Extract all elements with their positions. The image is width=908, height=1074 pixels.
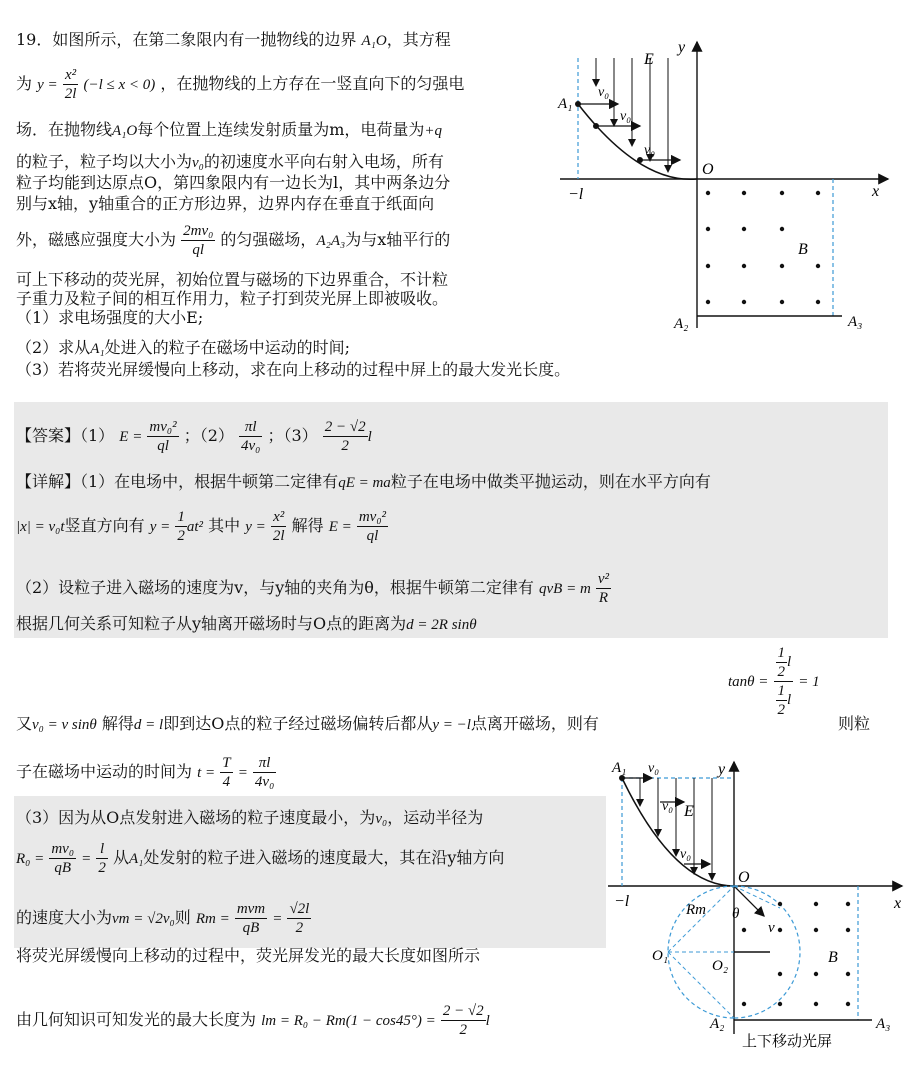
question-line-8: 可上下移动的荧光屏，初始位置与磁场的下边界重合，不计粒 xyxy=(16,270,449,289)
fig1-label-b: B xyxy=(798,241,808,258)
fig2-label-o1: O₁ xyxy=(652,948,669,964)
fig1-label-v0c: v₀ xyxy=(644,143,656,158)
question-line-4: 的粒子，粒子均以大小为v₀的初速度水平向右射入电场，所有 xyxy=(16,152,444,171)
detail-line-10: 将荧光屏缓慢向上移动的过程中，荧光屏发光的最大长度如图所示 xyxy=(16,946,481,965)
t-fraction-1: $\frac{T}{4}$ xyxy=(222,755,231,790)
half-fraction: $\frac{1}{2}$ xyxy=(177,509,185,544)
fig1-label-o: O xyxy=(702,161,714,178)
detail-line-5: 又v₀ = v sinθ 解得d = l即到达O点的粒子经过磁场偏转后都从y = −l点离开磁场，则有 xyxy=(16,714,599,733)
question-line-9: 子重力及粒子间的相互作用力，粒子打到荧光屏上即被吸收。 xyxy=(16,289,449,308)
answer-2-fraction: $\frac{\pi l}{\text{4v₀}}$ xyxy=(241,419,261,454)
answer-line: 【答案】（1） E = $\frac{\text{mv₀²}}{ql}$ ；（2） $\frac{\pi l}{\text{4v₀}}$ ；（3） $\frac{2 - √2}{2}$ l xyxy=(16,419,372,454)
fig2-label-minus-l: −l xyxy=(614,893,630,910)
detail-line-11: 由几何知识可知发光的最大长度为 lm = R₀ − Rm(1 − cos45°) = $\frac{2 - √2}{2}$ l xyxy=(16,1003,490,1038)
question-line-7: 外，磁感应强度大小为 $\frac{\text{2mv₀}}{ql}$ 的匀强磁场，A₂A₃为与x轴平行的 xyxy=(16,223,451,258)
detail-line-4: 根据几何关系可知粒子从y轴离开磁场时与O点的距离为d = 2R sinθ xyxy=(16,614,477,633)
fig1-label-x: x xyxy=(872,183,880,200)
fig1-label-e: E xyxy=(644,51,654,68)
question-part-1: （1）求电场强度的大小E; xyxy=(16,308,204,327)
t-fraction-2: $\frac{\pi l}{\text{4v₀}}$ xyxy=(254,755,275,790)
parabola-fraction-2: $\frac{\text{x²}}{2l}$ xyxy=(272,509,285,544)
answer-1-fraction: $\frac{\text{mv₀²}}{ql}$ xyxy=(149,419,177,454)
fig1-label-a1: A₁ xyxy=(558,96,573,112)
question-line-2: 为 y = $\frac{\text{x²}}{2l}$ (−l ≤ x < 0) ，在抛物线的上方存在一竖直向下的匀强电 xyxy=(16,67,465,102)
fig1-label-v0b: v₀ xyxy=(620,109,632,124)
question-part-2: （2）求从A₁处进入的粒子在磁场中运动的时间; xyxy=(16,338,350,357)
tan-theta-equation: tanθ = $\frac{1}{2}$ l $\frac{1}{2}$ l = 1 xyxy=(728,645,820,718)
fig2-label-v0b: v₀ xyxy=(662,799,674,814)
detail-line-7: （3）因为从O点发射进入磁场的粒子速度最小，为v₀，运动半径为 xyxy=(16,808,484,827)
tan-fraction: $\frac{1}{2}$ l $\frac{1}{2}$ l xyxy=(774,644,794,719)
detail-line-2: |x| = v₀t竖直方向有 y = $\frac{1}{2}$ at² 其中 y = $\frac{\text{x²}}{2l}$ 解得 E = $\frac{\text{mv₀²}}{ql}$ xyxy=(16,509,387,544)
fig1-label-minus-l: −l xyxy=(568,186,584,203)
fig2-label-v0c: v₀ xyxy=(680,847,692,862)
question-line-1: 19．如图所示，在第二象限内有一抛物线的边界 A₁O，其方程 xyxy=(16,30,451,49)
detail-line-9: 的速度大小为vm = √2v₀则 Rm = $\frac{\text{mvm}}{qB}$ = $\frac{√2l}{2}$ xyxy=(16,901,310,936)
detail-then: 则粒 xyxy=(838,714,871,733)
detail-line-3: （2）设粒子进入磁场的速度为v，与y轴的夹角为θ，根据牛顿第二定律有 qvB = m $\frac{\text{v²}}{R}$ xyxy=(16,571,610,606)
fig2-caption: 上下移动光屏 xyxy=(742,1032,833,1050)
question-line-3: 场．在抛物线A₁O每个位置上连续发射质量为m，电荷量为+q xyxy=(16,120,443,139)
fig1-label-y: y xyxy=(678,39,686,56)
question-part-3: （3）若将荧光屏缓慢向上移动，求在向上移动的过程中屏上的最大发光长度。 xyxy=(16,360,571,379)
e-fraction: $\frac{\text{mv₀²}}{ql}$ xyxy=(358,509,387,544)
fig2-label-b: B xyxy=(828,949,838,966)
fig2-label-y: y xyxy=(718,761,726,778)
detail-line-1: 【详解】（1）在电场中，根据牛顿第二定律有qE = ma粒子在电场中做类平抛运动，则在水平方向有 xyxy=(16,472,711,491)
answer-3-fraction: $\frac{2 - √2}{2}$ xyxy=(324,419,366,454)
lm-fraction: $\frac{2 - √2}{2}$ xyxy=(442,1003,484,1038)
fig2-label-o2: O₂ xyxy=(712,958,729,974)
detail-line-6: 子在磁场中运动的时间为 t = $\frac{T}{4}$ = $\frac{\pi l}{\text{4v₀}}$ xyxy=(16,755,275,790)
fig2-label-x: x xyxy=(894,895,902,912)
fig2-label-v0a: v₀ xyxy=(648,761,660,776)
fig2-label-theta: θ xyxy=(732,906,740,922)
fig1-label-v0a: v₀ xyxy=(598,85,610,100)
b-fraction: $\frac{\text{2mv₀}}{ql}$ xyxy=(183,223,214,258)
fig1-label-a3: A₃ xyxy=(848,314,863,330)
r0-fraction: $\frac{\text{mv₀}}{qB}$ xyxy=(51,841,75,876)
figure-1 xyxy=(550,36,902,336)
fig2-label-a1: A₁ xyxy=(612,760,627,776)
parabola-fraction: $\frac{\text{x²}}{2l}$ xyxy=(64,67,77,102)
detail-line-8: R₀ = $\frac{\text{mv₀}}{qB}$ = $\frac{l}{2}$ 从A₁处发射的粒子进入磁场的速度最大，其在沿y轴方向 xyxy=(16,841,505,876)
rm-fraction: $\frac{\text{mvm}}{qB}$ xyxy=(236,901,266,936)
question-line-5: 粒子均能到达原点O，第四象限内有一边长为l，其中两条边分 xyxy=(16,173,451,192)
fig2-label-o: O xyxy=(738,869,750,886)
figure-2 xyxy=(604,756,908,1052)
fig2-label-rm: Rm xyxy=(686,902,706,918)
r0-fraction-2: $\frac{l}{2}$ xyxy=(98,841,106,876)
fig2-label-v: v xyxy=(768,920,775,936)
qvb-fraction: $\frac{\text{v²}}{R}$ xyxy=(597,571,610,606)
question-line-6: 别与x轴，y轴重合的正方形边界，边界内存在垂直于纸面向 xyxy=(16,194,435,213)
fig2-label-a3: A₃ xyxy=(876,1016,891,1032)
fig1-label-a2: A₂ xyxy=(674,316,689,332)
rm-fraction-2: $\frac{√2l}{2}$ xyxy=(289,901,310,936)
fig2-label-a2: A₂ xyxy=(710,1016,725,1032)
fig2-label-e: E xyxy=(684,803,694,820)
